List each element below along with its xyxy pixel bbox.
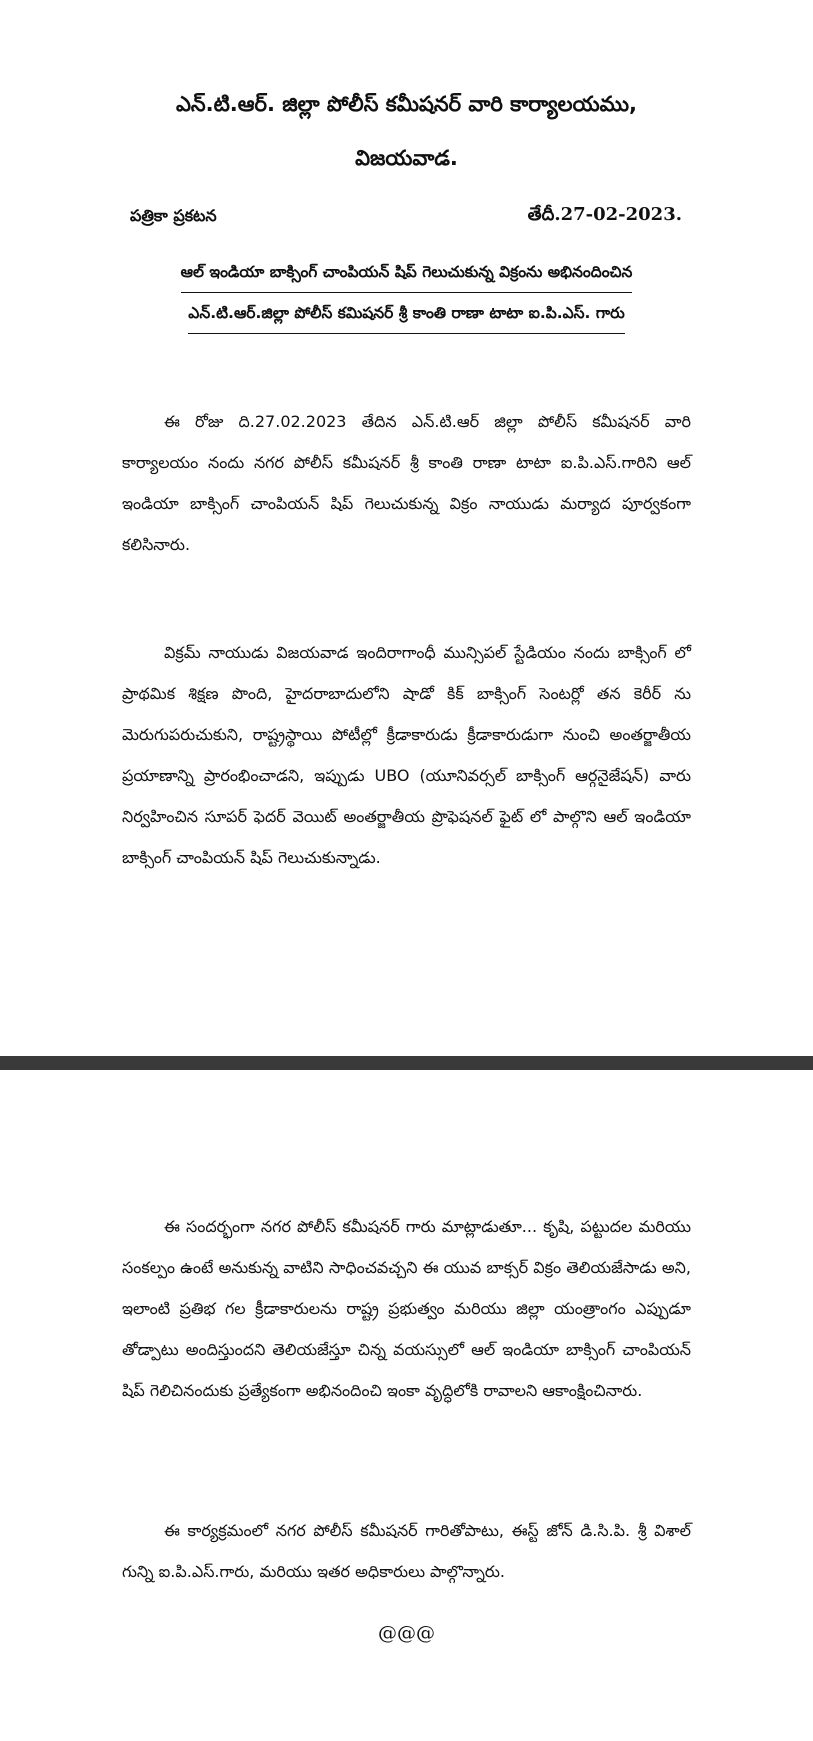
subject-line-2-text: ఎన్.టి.ఆర్.జిల్లా పోలీస్ కమిషనర్ శ్రీ కాంతి రాణా టాటా ఐ.పి.ఎస్. గారు — [188, 304, 624, 334]
body-paragraph-1: ఈ రోజు ది.27.02.2023 తేదిన ఎన్.టి.ఆర్ జిల్లా పోలీస్ కమీషనర్ వారి కార్యాలయం నందు నగర పోలీస్ కమీషనర్ శ్రీ కాంతి రాణా టాటా ఐ.పి.ఎస్.గారిని ఆల్ ఇండియా బాక్సింగ్ చాంపియన్ షిప్ గెలుచుకున్న విక్రం నాయుడు మర్యాద పూర్వకంగా కలిసినారు. — [122, 412, 691, 554]
closing-mark: @@@ — [378, 1622, 435, 1644]
release-date: తేదీ.27-02-2023. — [527, 204, 682, 225]
page-separator — [0, 1056, 813, 1070]
subject-line-2 — [0, 303, 813, 334]
subject-line-1-text: ఆల్ ఇండియా బాక్సింగ్ చాంపియన్ షిప్ గెలుచుకున్న విక్రంను అభినందించిన — [181, 263, 633, 293]
body-paragraph-2: విక్రమ్ నాయుడు విజయవాడ ఇందిరాగాంధీ మున్సిపల్ స్టేడియం నందు బాక్సింగ్ లో ప్రాథమిక శిక్షణ పొంది, హైదరాబాదులోని షాడో కిక్ బాక్సింగ్ సెంటర్లో తన కెరీర్ ను మెరుగుపరుచుకుని, రాష్ట్రస్థాయి పోటీల్లో క్రీడాకారుడు క్రీడాకారుడుగా నుంచి అంతర్జాతీయ ప్రయాణాన్ని ప్రారంభించాడని, ఇప్పుడు UBO (యూనివర్సల్ బాక్సింగ్ ఆర్గనైజేషన్) వారు నిర్వహించిన సూపర్ ఫెదర్ వెయిట్ అంతర్జాతీయ ప్రొఫెషనల్ ఫైట్ లో పాల్గొని ఆల్ ఇండియా బాక్సింగ్ చాంపియన్ షిప్ గెలుచుకున్నాడు. — [122, 643, 691, 867]
body-paragraph-4: ఈ కార్యక్రమంలో నగర పోలీస్ కమీషనర్ గారితోపాటు, ఈస్ట్ జోన్ డి.సి.పి. శ్రీ విశాల్ గున్ని ఐ.పి.ఎస్.గారు, మరియు ఇతర అధికారులు పాల్గొన్నారు. — [122, 1521, 691, 1581]
office-city: విజయవాడ. — [355, 146, 458, 170]
subject-line-1 — [0, 262, 813, 293]
office-heading: ఎన్.టి.ఆర్. జిల్లా పోలీస్ కమీషనర్ వారి కార్యాలయము, — [175, 92, 638, 116]
release-type-label: పత్రికా ప్రకటన — [130, 206, 217, 225]
body-paragraph-3: ఈ సందర్భంగా నగర పోలీస్ కమీషనర్ గారు మాట్లాడుతూ... కృషి, పట్టుదల మరియు సంకల్పం ఉంటే అనుకున్న వాటిని సాధించవచ్చని ఈ యువ బాక్సర్ విక్రం తెలియజేసాడు అని, ఇలాంటి ప్రతిభ గల క్రీడాకారులను రాష్ట్ర ప్రభుత్వం మరియు జిల్లా యంత్రాంగం ఎప్పుడూ తోడ్పాటు అందిస్తుందని తెలియజేస్తూ చిన్న వయస్సులో ఆల్ ఇండియా బాక్సింగ్ చాంపియన్ షిప్ గెలిచినందుకు ప్రత్యేకంగా అభినందించి ఇంకా వృద్ధిలోకి రావాలని ఆకాంక్షించినారు. — [122, 1217, 691, 1400]
